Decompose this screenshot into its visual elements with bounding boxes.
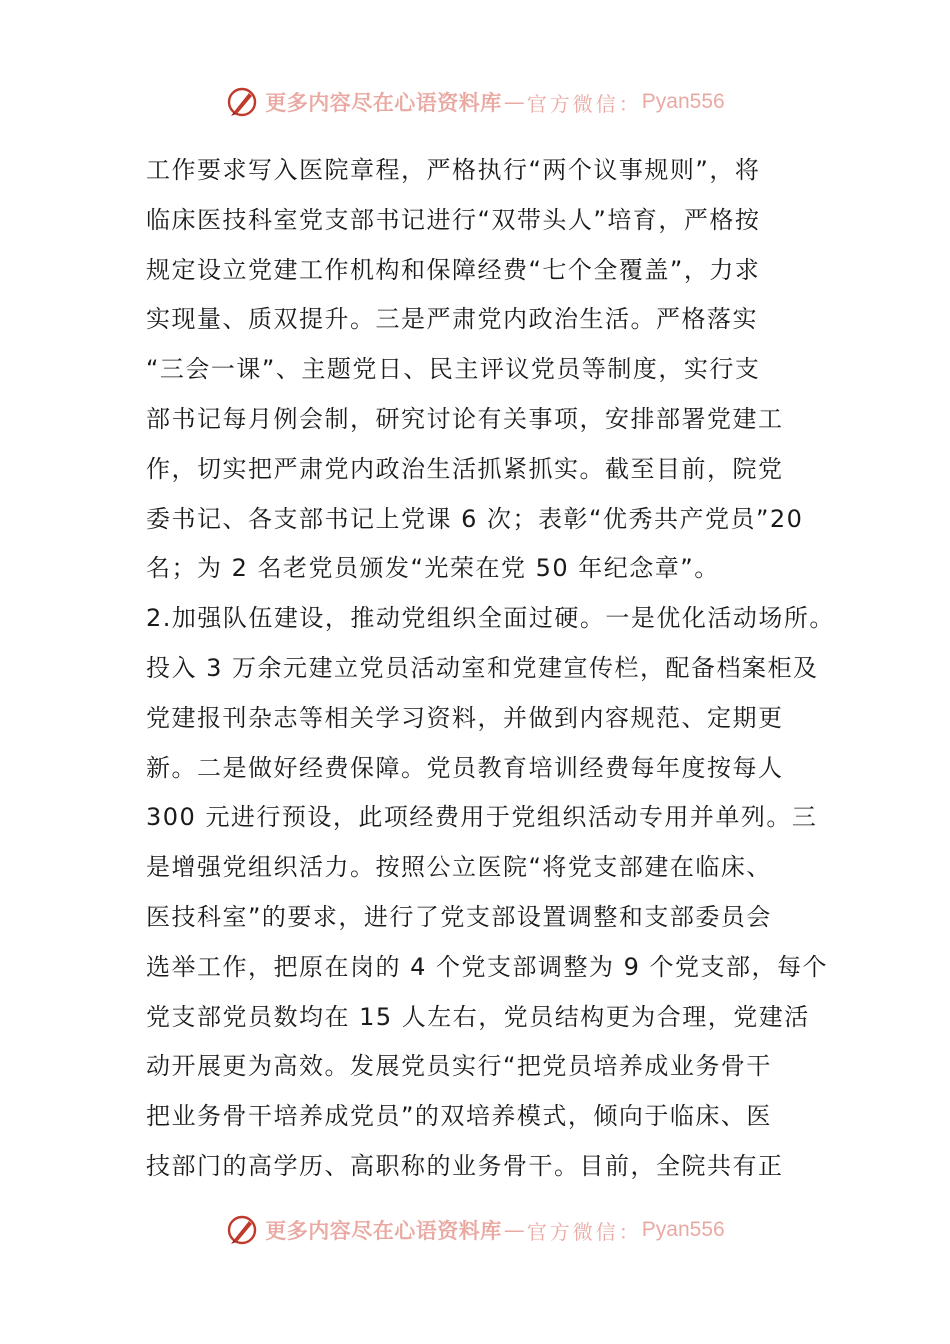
text-line: 委书记、各支部书记上党课 6 次；表彰“优秀共产党员”20 — [146, 504, 804, 533]
text-line: 临床医技科室党支部书记进行“双带头人”培育，严格按 — [146, 205, 761, 234]
text-line: 投入 3 万余元建立党员活动室和党建宣传栏，配备档案柜及 — [146, 653, 819, 682]
text-line: 2.加强队伍建设，推动党组织全面过硬。一是优化活动场所。 — [146, 604, 835, 633]
text-line: 选举工作，把原在岗的 4 个党支部调整为 9 个党支部，每个 — [146, 952, 829, 981]
text-line: 名；为 2 名老党员颁发“光荣在党 50 年纪念章”。 — [146, 554, 720, 583]
header-dash: — — [503, 90, 525, 114]
footer-wechat-label: 官方微信： — [526, 1219, 642, 1244]
pen-logo-icon — [225, 1213, 259, 1247]
header-wechat-label: 官方微信： — [526, 91, 642, 116]
text-line: 规定设立党建工作机构和保障经费“七个全覆盖”，力求 — [146, 255, 761, 284]
header-wechat-id: Pyan556 — [641, 90, 725, 113]
footer-wechat-id: Pyan556 — [641, 1218, 725, 1241]
footer-dash: — — [503, 1218, 525, 1242]
text-line: 技部门的高学历、高职称的业务骨干。目前，全院共有正 — [146, 1151, 784, 1180]
text-line: “三会一课”、主题党日、民主评议党员等制度，实行支 — [146, 355, 761, 384]
footer-banner — [0, 1208, 950, 1252]
text-line: 医技科室”的要求，进行了党支部设置调整和支部委员会 — [146, 902, 772, 931]
pen-logo-icon — [225, 85, 259, 119]
text-line: 作，切实把严肃党内政治生活抓紧抓实。截至目前，院党 — [146, 454, 784, 483]
text-line: 实现量、质双提升。三是严肃党内政治生活。严格落实 — [146, 305, 758, 334]
header-brand-text: 更多内容尽在心语资料库 — [265, 90, 502, 115]
footer-brand-text: 更多内容尽在心语资料库 — [265, 1218, 502, 1243]
text-line: 动开展更为高效。发展党员实行“把党员培养成业务骨干 — [146, 1052, 772, 1081]
document-body — [146, 146, 835, 1192]
text-line: 部书记每月例会制，研究讨论有关事项，安排部署党建工 — [146, 404, 784, 433]
text-line: 工作要求写入医院章程，严格执行“两个议事规则”，将 — [146, 156, 761, 184]
header-banner — [0, 80, 950, 124]
text-line: 党支部党员数均在 15 人左右，党员结构更为合理，党建活 — [146, 1002, 810, 1031]
text-line: 300 元进行预设，此项经费用于党组织活动专用并单列。三 — [146, 803, 818, 832]
text-line: 把业务骨干培养成党员”的双培养模式，倾向于临床、医 — [146, 1102, 772, 1131]
text-line: 新。二是做好经费保障。党员教育培训经费每年度按每人 — [146, 753, 784, 782]
text-line: 是增强党组织活力。按照公立医院“将党支部建在临床、 — [146, 853, 772, 882]
text-line: 党建报刊杂志等相关学习资料，并做到内容规范、定期更 — [146, 703, 784, 732]
